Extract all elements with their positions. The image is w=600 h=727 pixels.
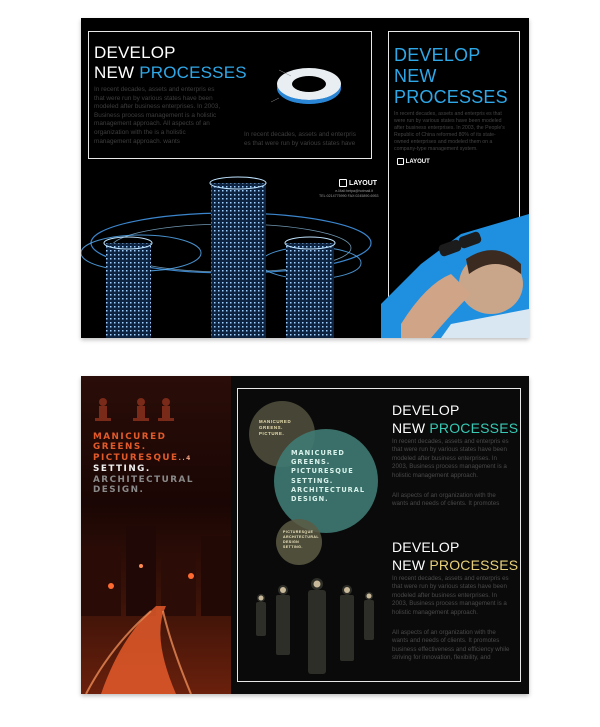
s1-heading-line1: DEVELOP <box>392 402 460 418</box>
top-left-body1: In recent decades, assets and enterpris es that were run by various states have been modeled after business enterprises. In 2003, Business process management is a holistic management approach. All aspects of an organization with the is a holistic management approach. wants <box>94 86 221 145</box>
circle-line-3: PICTURESQUE <box>291 467 354 476</box>
circle-large-text <box>291 449 365 504</box>
circle-line-4: SETTING. <box>291 476 334 485</box>
logo-text: LAYOUT <box>405 159 430 166</box>
logo-text: LAYOUT <box>348 179 378 187</box>
tagline-3: PICTURESQUE <box>93 452 179 463</box>
tagline-5: ARCHITECTURAL <box>93 474 194 485</box>
heading-line2 <box>94 63 247 83</box>
heading-new: NEW <box>94 63 140 82</box>
logo-mark-icon <box>397 158 404 165</box>
sitting-people-silhouettes <box>91 396 191 426</box>
section2-body1: In recent decades, assets and enterpris es that were run by various states have been modeled after business enterprises. In 2003, Business process management is a holistic management approach. <box>392 575 509 616</box>
top-left-contact: e-Mail:hetpa@hotmail.it <box>335 189 373 193</box>
s2-processes: PROCESSES <box>429 557 519 573</box>
heading-processes: PROCESSES <box>139 63 247 82</box>
s1-heading-line2 <box>392 419 518 437</box>
section1-heading <box>392 401 518 437</box>
tagline-1: MANICURED <box>93 432 167 442</box>
top-brochure <box>81 18 529 338</box>
section2-body2: All aspects of an organization with the wants and needs of clients. It promotes business effectiveness and efficiency while striving for innovation, flexibility, and <box>392 629 510 662</box>
s1-new: NEW <box>392 420 430 436</box>
bottom-brochure <box>81 376 529 694</box>
s1-processes: PROCESSES <box>429 420 519 436</box>
circle-line-1: MANICURED <box>291 449 345 457</box>
tagline-6: DESIGN. <box>93 485 145 496</box>
top-right-body: In recent decades, assets and enterpris es that were run by various states have been modeled after business enterprises. In 2003, the People's Republic of China reformed 80% of its state-owned enterprises and modeled them on a company-type management system. <box>394 111 505 152</box>
top-right-logo <box>397 158 430 165</box>
towers-illustration <box>81 173 381 338</box>
heading-line1: DEVELOP <box>94 43 176 62</box>
tagline-2: GREENS. <box>93 442 147 453</box>
section1-body2: All aspects of an organization with the wants and needs of clients. It promotes <box>392 492 500 508</box>
top-left-contact2: TEL:0214775990 FAX:0245890-6953 <box>319 194 379 198</box>
ring-chart-graphic <box>269 64 349 112</box>
circle-small-top-text: MANICURED GREENS. PICTURE. <box>259 419 292 436</box>
right-heading-line1: DEVELOP <box>394 45 481 65</box>
tagline-4: SETTING. <box>93 464 151 475</box>
business-people-photo <box>251 576 381 674</box>
right-heading-line3: PROCESSES <box>394 87 508 107</box>
s2-heading-line2 <box>392 556 518 574</box>
top-right-heading <box>394 45 508 108</box>
circle-line-6: DESIGN. <box>291 495 329 504</box>
tagline-3-suffix: ..4 <box>178 454 192 462</box>
tagline-3-line <box>93 453 194 464</box>
circle-line-5: ARCHITECTURAL <box>291 485 366 494</box>
man-with-binoculars <box>381 214 529 338</box>
left-tagline <box>93 432 194 495</box>
section1-body1: In recent decades, assets and enterpris es that were run by various states have been modeled after business enterprises. In 2003, Business process management is a holistic management approach. <box>392 438 509 479</box>
right-heading-line2: NEW <box>394 66 437 86</box>
section2-heading <box>392 538 518 574</box>
s2-new: NEW <box>392 557 430 573</box>
top-left-body2: In recent decades, assets and enterpris es that were run by various states have <box>244 131 356 147</box>
s2-heading-line1: DEVELOP <box>392 539 460 555</box>
city-traffic-illustration <box>81 526 231 694</box>
circle-line-2: GREENS. <box>291 458 331 467</box>
top-left-heading <box>94 43 247 83</box>
circle-small-bottom-text: PICTURESQUE ARCHITECTURAL DESIGN SETTING. <box>283 530 319 549</box>
